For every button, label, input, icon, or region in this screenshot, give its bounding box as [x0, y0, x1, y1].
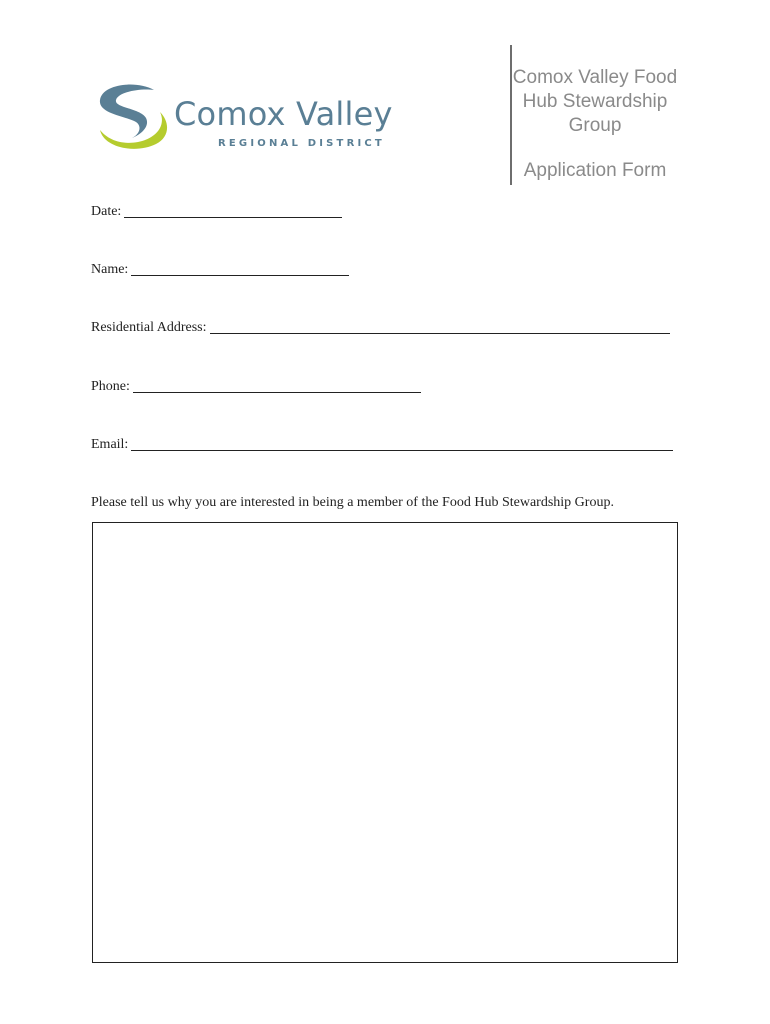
date-field	[91, 203, 342, 221]
interest-answer-box[interactable]	[92, 522, 678, 963]
name-label: Name:	[91, 262, 129, 277]
date-label: Date:	[91, 204, 122, 219]
date-input-line[interactable]	[124, 203, 342, 218]
address-input-line[interactable]	[210, 319, 670, 334]
name-field	[91, 261, 349, 279]
form-subtitle: Application Form	[523, 160, 667, 181]
email-label: Email:	[91, 437, 129, 452]
address-label: Residential Address:	[91, 320, 207, 335]
phone-label: Phone:	[91, 379, 130, 394]
logo-subtitle: REGIONAL DISTRICT	[218, 138, 385, 149]
comox-valley-logo	[96, 82, 396, 154]
form-title: Comox Valley Food Hub Stewardship Group	[512, 67, 678, 136]
interest-prompt: Please tell us why you are interested in being a member of the Food Hub Stewardship Group.	[91, 495, 614, 510]
logo-swoosh-icon	[96, 82, 176, 154]
logo-name: Comox Valley	[174, 95, 393, 133]
email-input-line[interactable]	[131, 436, 673, 451]
email-field	[91, 436, 673, 454]
address-field	[91, 319, 670, 337]
phone-input-line[interactable]	[133, 378, 421, 393]
name-input-line[interactable]	[131, 261, 349, 276]
phone-field	[91, 378, 421, 396]
